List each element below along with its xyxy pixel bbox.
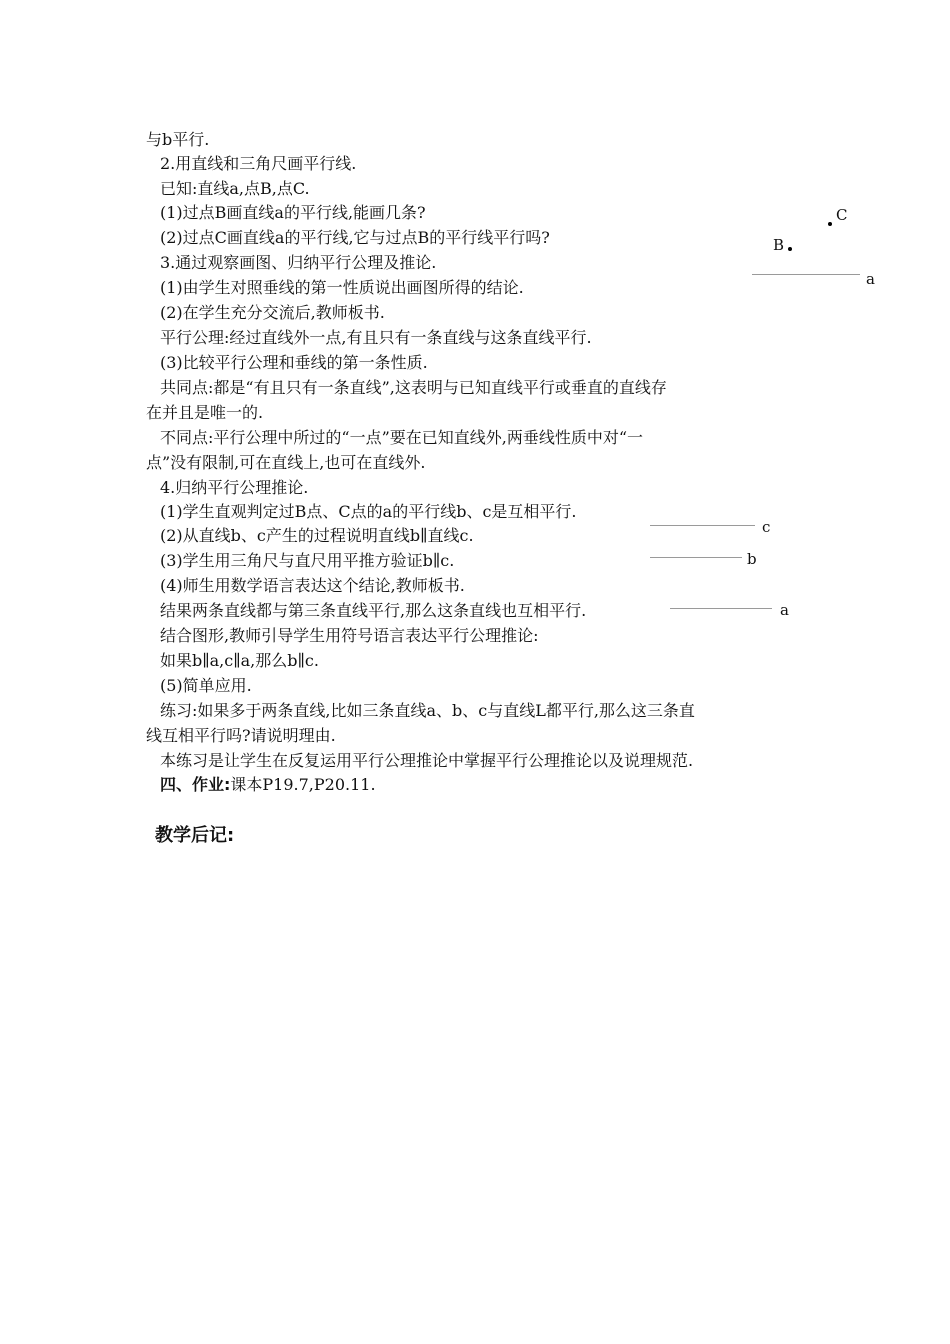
text-line-14: 点”没有限制,可在直线上,也可在直线外. [146,453,426,472]
point-c-dot [828,222,832,226]
line-a-label: a [866,270,875,288]
line-b-label: b [747,550,757,568]
text-line-9: 平行公理:经过直线外一点,有且只有一条直线与这条直线平行. [160,328,592,347]
text-line-1: 与b平行. [146,130,210,149]
point-b-label: B [773,236,785,254]
text-line-5: (2)过点C画直线a的平行线,它与过点B的平行线平行吗? [160,228,550,247]
text-line-12: 在并且是唯一的. [146,403,264,422]
text-line-3: 已知:直线a,点B,点C. [160,179,310,198]
text-line-22: 如果b∥a,c∥a,那么b∥c. [160,651,319,670]
point-b-dot [788,247,792,251]
figure-parallel-lines [645,515,805,625]
text-line-8: (2)在学生充分交流后,教师板书. [160,303,385,322]
text-line-20: 结果两条直线都与第三条直线平行,那么这条直线也互相平行. [160,601,587,620]
homework-text: 课本P19.7,P20.11. [230,775,376,794]
homework-line [160,773,376,797]
text-line-24: 练习:如果多于两条直线,比如三条直线a、b、c与直线L都平行,那么这三条直 [160,701,695,720]
figure-points-and-line [740,200,880,295]
line-a-parallel [670,608,772,609]
line-b [650,557,742,558]
text-line-19: (4)师生用数学语言表达这个结论,教师板书. [160,576,465,595]
line-a-parallel-label: a [780,601,789,619]
text-line-4: (1)过点B画直线a的平行线,能画几条? [160,203,426,222]
text-line-15: 4.归纳平行公理推论. [160,478,309,497]
text-line-13: 不同点:平行公理中所过的“一点”要在已知直线外,两垂线性质中对“一 [160,428,644,447]
homework-heading: 四、作业: [160,775,231,794]
text-line-26: 本练习是让学生在反复运用平行公理推论中掌握平行公理推论以及说理规范. [160,751,694,770]
text-line-23: (5)简单应用. [160,676,252,695]
text-line-25: 线互相平行吗?请说明理由. [146,726,336,745]
text-line-21: 结合图形,教师引导学生用符号语言表达平行公理推论: [160,626,539,645]
text-line-16: (1)学生直观判定过B点、C点的a的平行线b、c是互相平行. [160,502,577,521]
text-line-18: (3)学生用三角尺与直尺用平推方验证b∥c. [160,551,455,570]
text-line-2: 2.用直线和三角尺画平行线. [160,154,357,173]
text-line-11: 共同点:都是“有且只有一条直线”,这表明与已知直线平行或垂直的直线存 [160,378,667,397]
text-line-10: (3)比较平行公理和垂线的第一条性质. [160,353,428,372]
line-c [650,525,755,526]
text-line-6: 3.通过观察画图、归纳平行公理及推论. [160,253,437,272]
line-a [752,274,860,275]
text-line-17: (2)从直线b、c产生的过程说明直线b∥直线c. [160,526,474,545]
point-c-label: C [836,206,848,224]
reflection-heading: 教学后记: [155,825,235,846]
line-c-label: c [762,518,771,536]
text-line-7: (1)由学生对照垂线的第一性质说出画图所得的结论. [160,278,524,297]
